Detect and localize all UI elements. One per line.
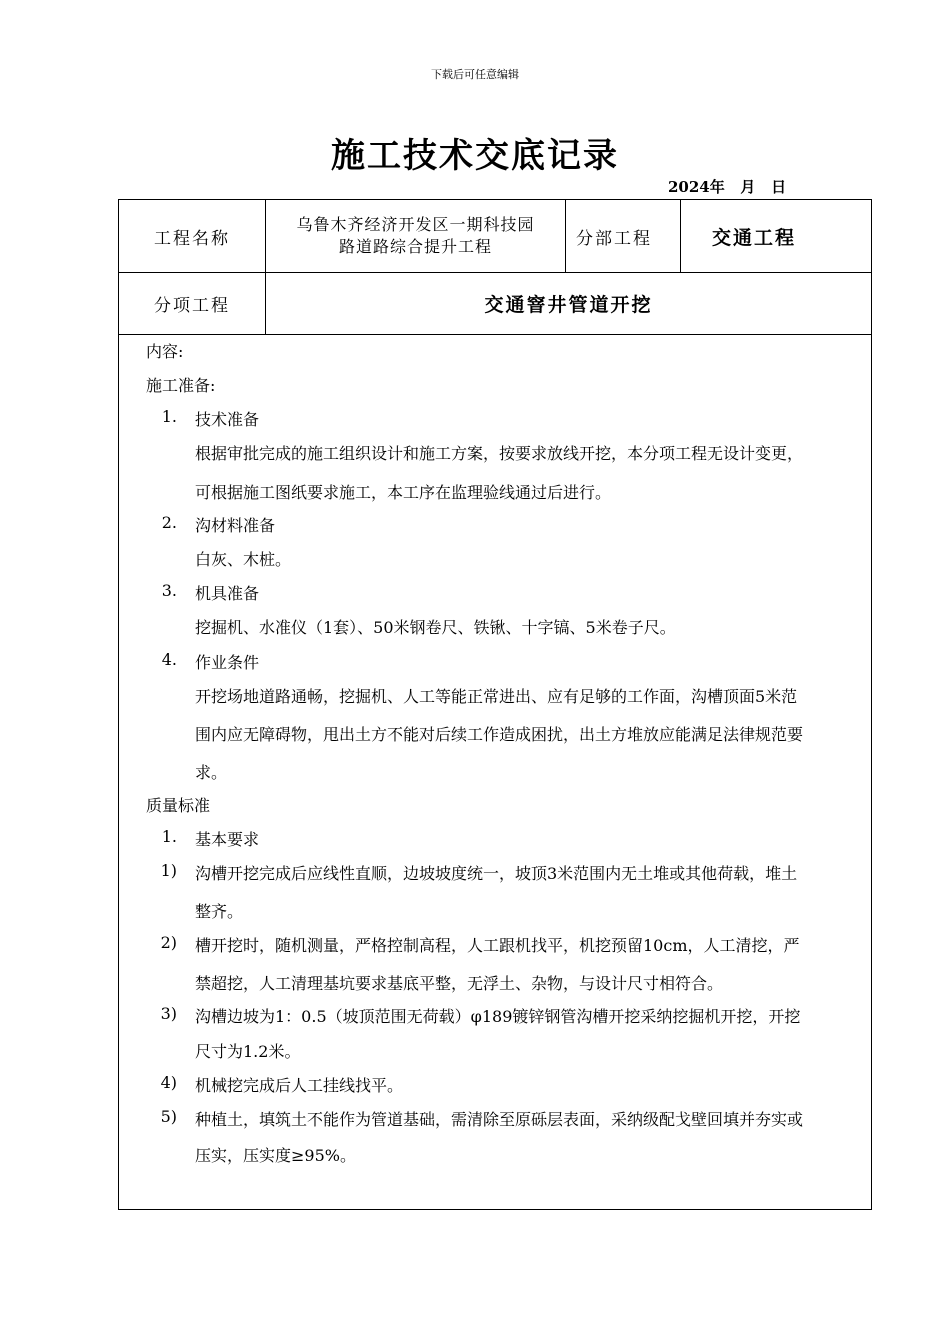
division-label: 分部工程 [566, 200, 681, 272]
prep-item-number: 1. [161, 407, 177, 426]
project-name-line2: 路道路综合提升工程 [338, 237, 492, 256]
paragraph-line: 白灰、木桩。 [195, 550, 292, 569]
project-row [119, 200, 871, 273]
paragraph-line: 围内应无障碍物，甩出土方不能对后续工作造成困扰，出土方堆放应能满足法律规范要 [195, 725, 804, 744]
paragraph-line: 种植土，填筑土不能作为管道基础，需清除至原砾层表面，采纳级配戈壁回填并夯实或 [195, 1110, 804, 1129]
prep-heading: 施工准备: [146, 376, 216, 395]
project-name-label: 工程名称 [119, 200, 266, 272]
header-note: 下载后可任意编辑 [431, 68, 519, 81]
paragraph-line: 沟槽边坡为1：0.5（坡顶范围无荷载）φ189镀锌钢管沟槽开挖采纳挖掘机开挖，开挖 [195, 1007, 801, 1026]
quality-item-number: 2) [160, 933, 177, 952]
project-name-line1: 乌鲁木齐经济开发区一期科技园 [296, 215, 535, 234]
quality-sub-number: 1. [161, 827, 177, 846]
paragraph-line: 沟槽开挖完成后应线性直顺，边坡坡度统一，坡顶3米范围内无土堆或其他荷载，堆土 [195, 864, 798, 883]
document-date: 2024年 月 日 [668, 178, 787, 196]
prep-item-title: 技术准备 [195, 410, 260, 429]
prep-item-title: 作业条件 [195, 653, 260, 672]
quality-item-number: 4) [160, 1073, 177, 1092]
quality-item-number: 1) [160, 861, 177, 880]
prep-item-title: 沟材料准备 [195, 516, 276, 535]
paragraph-line: 根据审批完成的施工组织设计和施工方案，按要求放线开挖，本分项工程无设计变更， [195, 444, 804, 463]
prep-item-number: 4. [161, 650, 177, 669]
paragraph-line: 挖掘机、水准仪（1套）、50米钢卷尺、铁锹、十字镐、5米卷子尺。 [195, 618, 676, 637]
paragraph-line: 禁超挖，人工清理基坑要求基底平整，无浮土、杂物，与设计尺寸相符合。 [195, 974, 724, 993]
prep-item-number: 2. [161, 513, 177, 532]
paragraph-line: 槽开挖时，随机测量，严格控制高程，人工跟机找平，机挖预留10cm，人工清挖，严 [195, 936, 800, 955]
prep-item-title: 机具准备 [195, 584, 260, 603]
paragraph-line: 可根据施工图纸要求施工，本工序在监理验线通过后进行。 [195, 483, 612, 502]
paragraph-line: 压实，压实度≥95%。 [195, 1146, 356, 1165]
paragraph-line: 整齐。 [195, 902, 244, 921]
paragraph-line: 求。 [195, 763, 228, 782]
project-name-value [266, 200, 566, 272]
content-heading: 内容: [146, 342, 184, 361]
record-sheet [118, 199, 872, 1210]
quality-item-number: 5) [160, 1107, 177, 1126]
subitem-row [119, 273, 871, 335]
subitem-value: 交通窨井管道开挖 [484, 294, 653, 316]
quality-heading: 质量标准 [146, 796, 211, 815]
prep-item-number: 3. [161, 581, 177, 600]
paragraph-line: 机械挖完成后人工挂线找平。 [195, 1076, 404, 1095]
paragraph-line: 尺寸为1.2米。 [195, 1042, 301, 1061]
quality-sub-title: 基本要求 [195, 830, 260, 849]
division-value: 交通工程 [712, 226, 797, 249]
subitem-label: 分项工程 [119, 273, 266, 334]
paragraph-line: 开挖场地道路通畅，挖掘机、人工等能正常进出、应有足够的工作面，沟槽顶面5米范 [195, 687, 798, 706]
document-title: 施工技术交底记录 [331, 136, 619, 176]
quality-item-number: 3) [160, 1004, 177, 1023]
